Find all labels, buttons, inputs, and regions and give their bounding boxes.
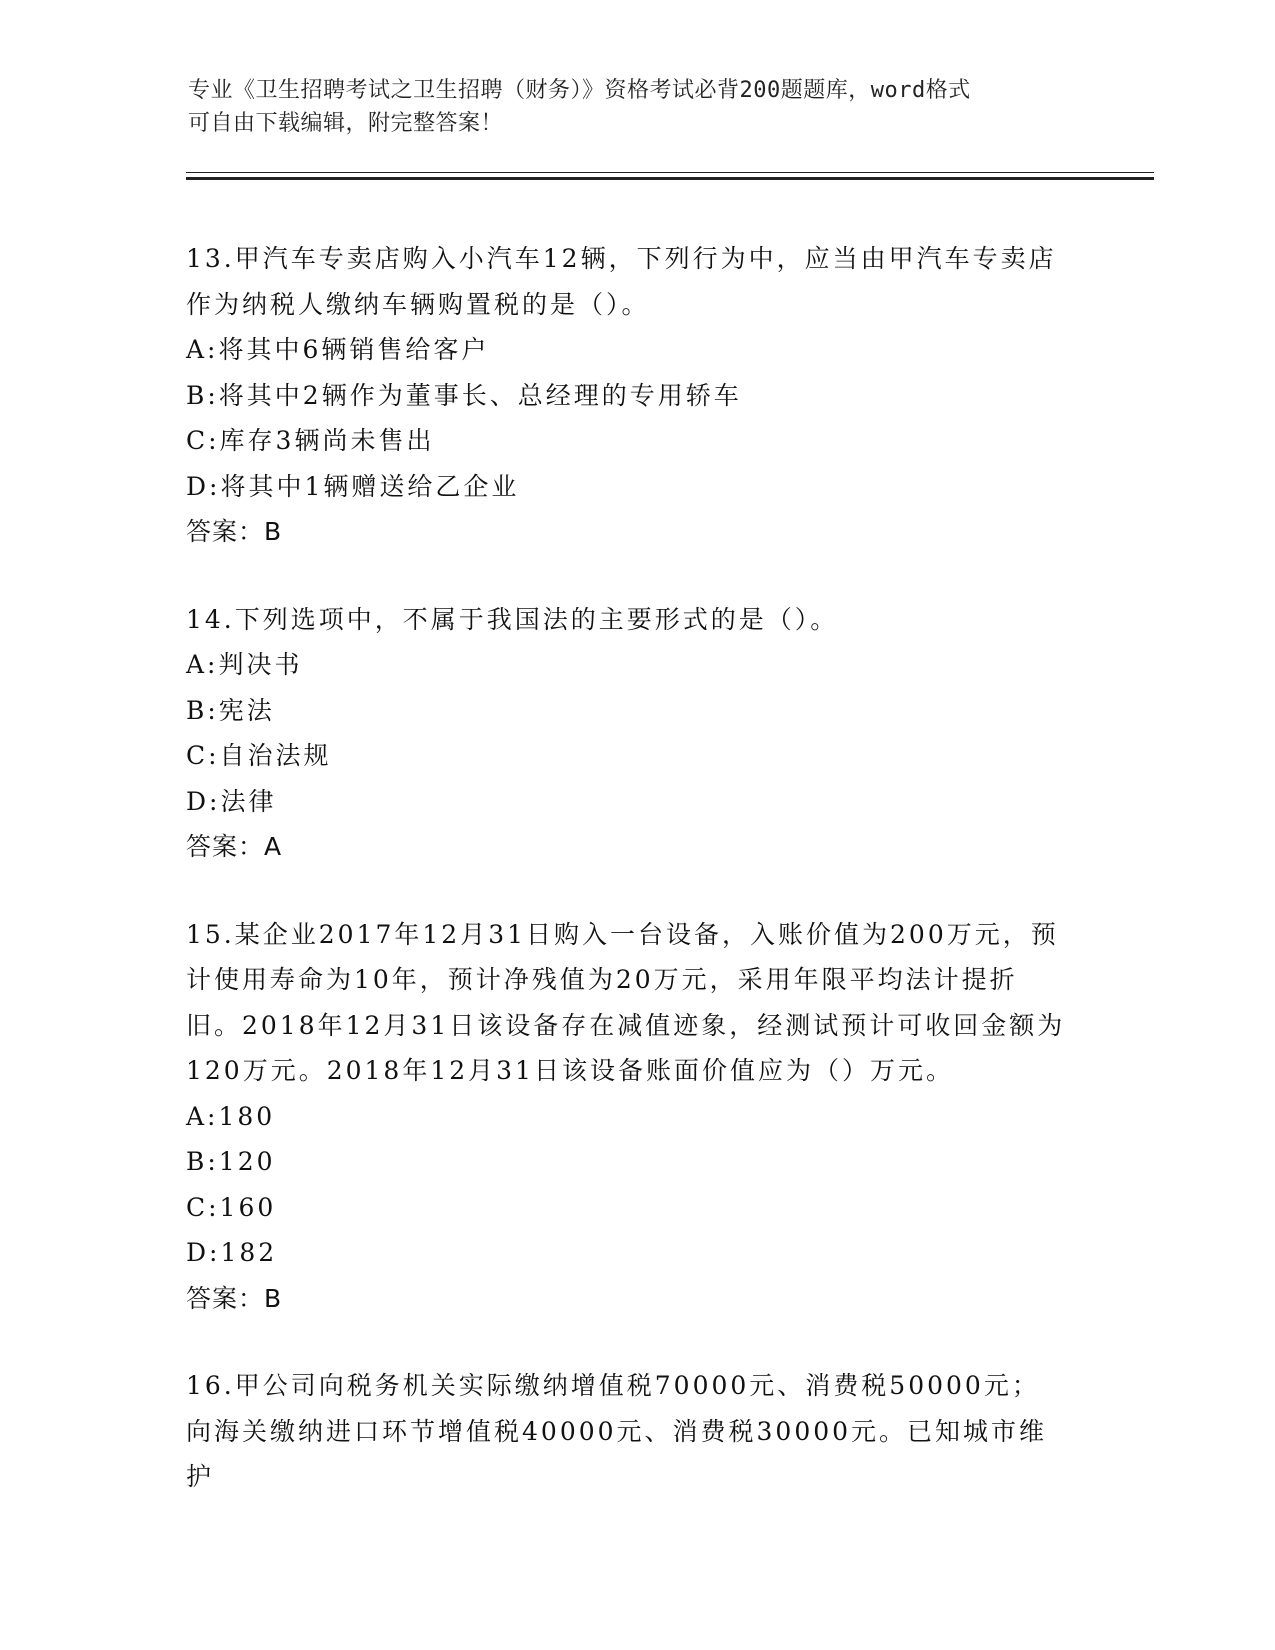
option-d: D:将其中1辆赠送给乙企业 bbox=[186, 471, 520, 501]
question-13 bbox=[186, 236, 1066, 555]
document-header bbox=[188, 74, 1068, 140]
option-b: B:将其中2辆作为董事长、总经理的专用轿车 bbox=[186, 380, 742, 410]
question-stem: 13.甲汽车专卖店购入小汽车12辆，下列行为中，应当由甲汽车专卖店作为纳税人缴纳车辆购置税的是（）。 bbox=[186, 244, 1057, 319]
question-16 bbox=[186, 1363, 1066, 1500]
header-divider-thin bbox=[186, 172, 1154, 173]
question-list bbox=[186, 236, 1066, 1542]
option-d: D:182 bbox=[186, 1238, 278, 1267]
option-c: C:库存3辆尚未售出 bbox=[186, 426, 435, 455]
header-divider-thick bbox=[186, 177, 1154, 180]
header-line-1: 专业《卫生招聘考试之卫生招聘（财务）》资格考试必背200题题库，word格式 bbox=[188, 78, 971, 103]
answer-label: 答案：A bbox=[186, 832, 283, 861]
option-d: D:法律 bbox=[186, 786, 277, 816]
question-stem: 16.甲公司向税务机关实际缴纳增值税70000元、消费税50000元；向海关缴纳进口环节增值税40000元、消费税30000元。已知城市维护 bbox=[186, 1371, 1048, 1491]
option-c: C:160 bbox=[186, 1192, 277, 1222]
answer-label: 答案：B bbox=[186, 1283, 283, 1313]
option-a: A:判决书 bbox=[186, 650, 303, 679]
question-stem: 15.某企业2017年12月31日购入一台设备，入账价值为200万元，预计使用寿命为10年，预计净残值为20万元，采用年限平均法计提折旧。2018年12月31日该设备存在减值迹象，经测试预计可收回金额为120万元。2018年12月31日该设备账面价值应为（）万元。 bbox=[186, 919, 1066, 1085]
question-15 bbox=[186, 912, 1066, 1322]
option-a: A:180 bbox=[186, 1101, 276, 1131]
header-line-2: 可自由下载编辑，附完整答案！ bbox=[188, 111, 504, 136]
question-stem: 14.下列选项中，不属于我国法的主要形式的是（）。 bbox=[186, 604, 839, 634]
question-14 bbox=[186, 597, 1066, 870]
answer-label: 答案：B bbox=[186, 517, 283, 546]
option-b: B:宪法 bbox=[186, 695, 275, 725]
option-a: A:将其中6辆销售给客户 bbox=[186, 335, 490, 364]
option-b: B:120 bbox=[186, 1147, 276, 1176]
option-c: C:自治法规 bbox=[186, 741, 332, 770]
